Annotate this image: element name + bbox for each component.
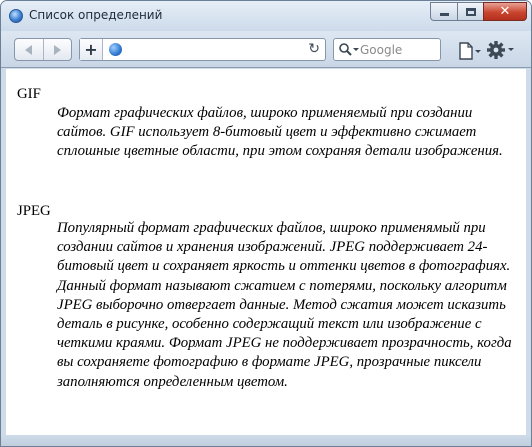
window-title: Список определений: [29, 8, 163, 22]
maximize-icon: [466, 8, 476, 16]
window-bottom-frame: [1, 435, 531, 447]
forward-button[interactable]: [43, 39, 72, 60]
back-button[interactable]: [15, 39, 43, 60]
browser-toolbar: [1, 31, 531, 68]
minimize-button[interactable]: [430, 2, 457, 21]
forward-arrow-icon: [54, 45, 61, 55]
close-icon: ✕: [499, 4, 511, 19]
maximize-button[interactable]: [457, 2, 483, 21]
description-gif: Формат графических файлов, широко применяемый при создании сайтов. GIF использует 8-битовый цвет и эффективно сжимает сплошные цветные области, при этом сохраняя детали изображения.: [57, 105, 503, 160]
search-input[interactable]: [360, 40, 438, 59]
close-button[interactable]: [483, 2, 527, 21]
navigation-buttons: [14, 38, 72, 61]
title-bar[interactable]: [1, 1, 531, 31]
window-controls: [430, 2, 527, 21]
minimize-icon: [440, 13, 449, 16]
address-bar[interactable]: [79, 38, 326, 61]
plus-icon: +: [84, 39, 98, 59]
page-menu-icon[interactable]: [457, 42, 483, 60]
new-tab-button[interactable]: [80, 39, 103, 60]
back-arrow-icon: [25, 45, 32, 55]
globe-icon: [109, 43, 122, 56]
description-jpeg: Популярный формат графических файлов, широко применямый при создании сайтов и хранения изображений. JPEG поддерживает 24-битовый цвет и сохраняет яркость и оттенки цветов в фотографиях. Данный формат называют сжатием с потерями, поскольку алгоритм JPEG выборочно отвергает данные. Метод сжатия может исказить деталь в рисунке, особенно содержащий текст или изображение с четкими краями. Формат JPEG не поддерживает прозрачность, когда вы сохраняете фотографию в формате JPEG, прозрачные пиксели заполняются определенным цветом.: [57, 220, 512, 390]
search-icon[interactable]: [338, 42, 360, 58]
term-gif: GIF: [17, 86, 41, 102]
term-jpeg: JPEG: [17, 203, 51, 219]
search-box[interactable]: [333, 38, 441, 61]
browser-app-icon: [9, 9, 23, 23]
reload-icon[interactable]: ↻: [308, 41, 320, 57]
page-viewport: [6, 69, 526, 435]
gear-icon[interactable]: [487, 40, 517, 60]
